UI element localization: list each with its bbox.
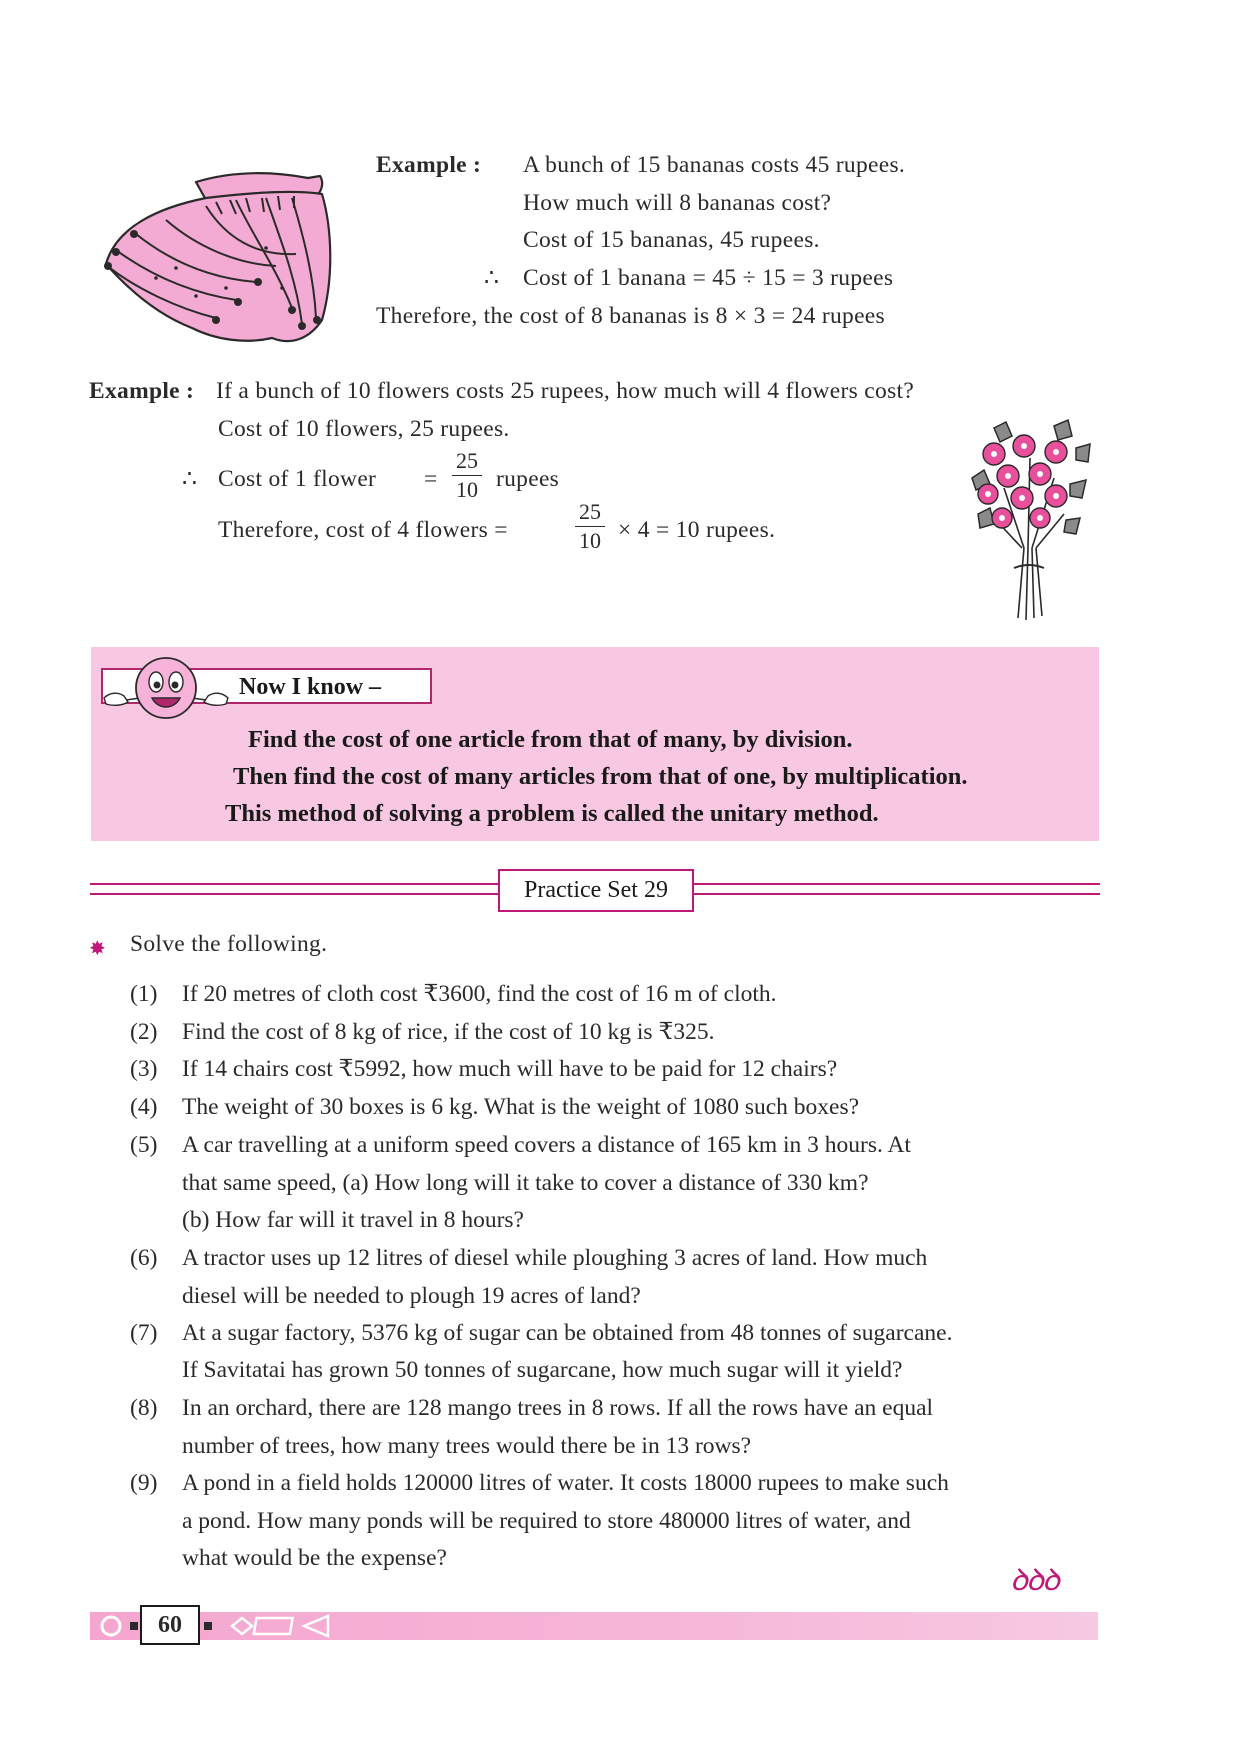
banana-bunch-illustration [96,168,344,350]
therefore-symbol: ∴ [182,466,198,492]
question-number: (4) [130,1094,158,1120]
question-text-line: A tractor uses up 12 litres of diesel while ploughing 3 acres of land. How much [182,1245,928,1271]
example-label: Example : [376,152,482,178]
note-line: This method of solving a problem is called the unitary method. [225,800,879,827]
equals-sign: = [424,466,438,492]
therefore-symbol: ∴ [484,265,500,291]
example-text-line: Cost of 10 flowers, 25 rupees. [218,416,510,442]
example-text-line: × 4 = 10 rupees. [618,517,776,543]
question-number: (8) [130,1395,158,1421]
fraction-denominator: 10 [579,528,601,553]
question-text-line: that same speed, (a) How long will it take to cover a distance of 330 km? [182,1170,869,1196]
example-text-line: rupees [496,466,560,492]
question-number: (3) [130,1056,158,1082]
example-text-line: Cost of 1 banana = 45 ÷ 15 = 3 rupees [523,265,894,291]
question-number: (7) [130,1320,158,1346]
divider-line [90,893,498,895]
example-text-line: A bunch of 15 bananas costs 45 rupees. [523,152,906,178]
divider-line [694,893,1100,895]
end-ornament: ꝺꝺꝺ [1010,1563,1058,1598]
example-label: Example : [89,378,195,404]
note-line: Find the cost of one article from that of many, by division. [248,726,853,753]
question-text-line: At a sugar factory, 5376 kg of sugar can be obtained from 48 tonnes of sugarcane. [182,1320,953,1346]
example-text-line: Cost of 15 bananas, 45 rupees. [523,227,820,253]
question-text-line: diesel will be needed to plough 19 acres of land? [182,1283,641,1309]
fraction-numerator: 25 [456,448,478,473]
fraction-denominator: 10 [456,477,478,502]
example-text-line: Therefore, cost of 4 flowers = [218,517,508,543]
question-text-line: (b) How far will it travel in 8 hours? [182,1207,524,1233]
example-text-line: How much will 8 bananas cost? [523,190,832,216]
question-text-line: Find the cost of 8 kg of rice, if the cost of 10 kg is ₹325. [182,1019,715,1045]
question-text-line: If 20 metres of cloth cost ₹3600, find the cost of 16 m of cloth. [182,981,777,1007]
smiley-mascot-icon [100,652,232,724]
question-text-line: number of trees, how many trees would there be in 13 rows? [182,1433,752,1459]
question-text-line: A pond in a field holds 120000 litres of water. It costs 18000 rupees to make such [182,1470,949,1496]
fraction-numerator: 25 [579,499,601,524]
now-i-know-title: Now I know – [239,674,382,700]
fraction [575,501,605,552]
instruction-text: Solve the following. [130,931,328,957]
divider-line [694,883,1100,885]
fraction [452,450,482,501]
question-text-line: In an orchard, there are 128 mango trees in 8 rows. If all the rows have an equal [182,1395,934,1421]
question-number: (2) [130,1019,158,1045]
page-number: 60 [140,1605,200,1645]
example-text-line: If a bunch of 10 flowers costs 25 rupees, how much will 4 flowers cost? [216,378,915,404]
practice-set-title: Practice Set 29 [498,869,694,912]
star-bullet-icon: ✸ [89,936,106,960]
question-text-line: what would be the expense? [182,1545,447,1571]
example-text-line: Cost of 1 flower [218,466,377,492]
question-text-line: If Savitatai has grown 50 tonnes of sugarcane, how much sugar will it yield? [182,1357,903,1383]
question-number: (6) [130,1245,158,1271]
question-text-line: If 14 chairs cost ₹5992, how much will have to be paid for 12 chairs? [182,1056,838,1082]
question-number: (9) [130,1470,158,1496]
question-text-line: A car travelling at a uniform speed covers a distance of 165 km in 3 hours. At [182,1132,911,1158]
footer-shapes-decoration [96,1610,336,1642]
note-line: Then find the cost of many articles from that of one, by multiplication. [233,763,968,790]
question-number: (5) [130,1132,158,1158]
question-number: (1) [130,981,158,1007]
flower-bouquet-illustration [964,418,1094,628]
question-text-line: The weight of 30 boxes is 6 kg. What is the weight of 1080 such boxes? [182,1094,860,1120]
question-text-line: a pond. How many ponds will be required to store 480000 litres of water, and [182,1508,911,1534]
example-text-line: Therefore, the cost of 8 bananas is 8 × 3 = 24 rupees [376,303,885,329]
divider-line [90,883,498,885]
